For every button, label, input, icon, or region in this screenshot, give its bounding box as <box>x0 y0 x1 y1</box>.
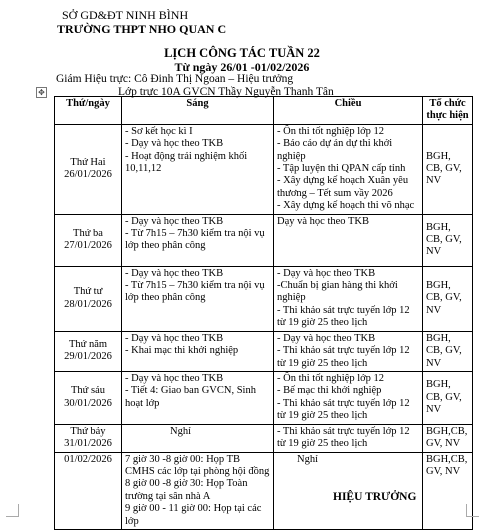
signature-title: HIỆU TRƯỞNG <box>333 491 417 503</box>
table-row <box>55 424 473 452</box>
activity-item: - Xây dựng kế hoạch Xuân yêu thương – Tết sum vầy 2026 <box>277 175 409 199</box>
page-corner-mark <box>6 504 19 517</box>
table-row <box>55 124 473 214</box>
school-name: TRƯỜNG THPT NHO QUAN C <box>57 22 227 36</box>
morning-cell <box>122 331 274 371</box>
date-label: 30/01/2026 <box>64 397 112 409</box>
morning-cell <box>122 424 274 452</box>
table-row <box>55 214 473 266</box>
morning-cell <box>122 266 274 331</box>
organizer-text: BGH, CB, GV, NV <box>426 150 462 187</box>
date-label: 31/01/2026 <box>64 438 112 450</box>
day-cell <box>55 266 122 331</box>
activity-item: - Dạy và học theo TKB <box>277 332 376 344</box>
organizer-cell <box>423 214 473 266</box>
column-header-day: Thứ/ngày <box>55 97 122 125</box>
activity-item: - Từ 7h15 – 7h30 kiểm tra nội vụ lớp theo phân công <box>125 228 265 252</box>
day-cell <box>55 214 122 266</box>
weekday-label: Thứ sáu <box>71 385 105 397</box>
activity-item: - Ôn thi tốt nghiệp lớp 12 <box>277 372 385 384</box>
activity-item: - Thi khảo sát trực tuyến lớp 12 từ 19 giờ 25 theo lịch <box>277 345 410 369</box>
activity-item: - Bế mạc thi khởi nghiệp <box>277 385 382 397</box>
activity-item: 7 giờ 30 -8 giờ 00: Họp TB CMHS các lớp tại phòng hội đồng <box>125 453 270 477</box>
column-header-organizer: Tổ chức thực hiện <box>423 97 473 125</box>
organizer-text: BGH,CB, GV, NV <box>426 453 468 477</box>
organizer-cell <box>423 124 473 214</box>
table-row <box>55 266 473 331</box>
activity-item: 9 giờ 00 - 11 giờ 00: Họp tại các lớp <box>125 503 262 527</box>
afternoon-cell <box>274 214 423 266</box>
organizer-text: BGH, CB, GV, NV <box>426 280 462 316</box>
activity-item: - Thi khảo sát trực tuyến lớp 12 từ 19 giờ 25 theo lịch <box>277 425 410 449</box>
organizer-cell <box>423 452 473 529</box>
activity-item: -Chuẩn bị gian hàng thi khởi nghiệp <box>277 280 398 304</box>
activity-item: - Báo cáo dự án dự thi khởi nghiệp <box>277 138 393 162</box>
activity-item: - Xây dựng kế hoạch thi võ nhạc <box>277 200 415 212</box>
activity-item: Nghỉ <box>170 425 191 437</box>
morning-cell <box>122 371 274 424</box>
activity-item: - Tập luyện thi QPAN cấp tỉnh <box>277 163 406 175</box>
table-header-row <box>55 97 473 125</box>
activity-item: Nghỉ <box>297 453 318 465</box>
activity-item: - Hoạt động trải nghiệm khối 10,11,12 <box>125 150 248 175</box>
activity-item: - Dạy và học theo TKB <box>125 267 224 279</box>
department-name: SỞ GD&ĐT NINH BÌNH <box>62 8 189 22</box>
activity-item: - Khai mạc thi khởi nghiệp <box>125 345 239 357</box>
organizer-text: BGH,CB, GV, NV <box>426 425 468 449</box>
activity-item: - Dạy và học theo TKB <box>125 138 224 150</box>
activity-item: - Thi khảo sát trực tuyến lớp 12 từ 19 giờ 25 theo lịch <box>277 304 410 329</box>
activity-item: - Ôn thi tốt nghiệp lớp 12 <box>277 125 385 137</box>
day-cell <box>55 331 122 371</box>
weekday-label: Thứ bảy <box>70 425 106 437</box>
day-cell <box>55 124 122 214</box>
move-handle-icon[interactable]: ✥ <box>36 87 47 98</box>
day-cell <box>55 371 122 424</box>
organizer-cell <box>423 331 473 371</box>
morning-cell <box>122 124 274 214</box>
date-label: 27/01/2026 <box>64 240 112 252</box>
organizer-cell <box>423 371 473 424</box>
afternoon-cell <box>274 331 423 371</box>
activity-item: Dạy và học theo TKB <box>277 215 369 227</box>
activity-item: - Dạy và học theo TKB <box>125 372 224 384</box>
activity-item: - Thi khảo sát trực tuyến lớp 12 từ 19 giờ 25 theo lịch <box>277 397 410 422</box>
afternoon-cell <box>274 266 423 331</box>
table-row <box>55 371 473 424</box>
date-label: 28/01/2026 <box>64 298 112 310</box>
document-date-range: Từ ngày 26/01 -01/02/2026 <box>174 60 310 74</box>
principal-on-duty: Giám Hiệu trực: Cô Đinh Thị Ngoan – Hiệu trưởng <box>56 73 294 85</box>
organizer-text: BGH, CB, GV, NV <box>426 379 462 415</box>
organizer-text: BGH, CB, GV, NV <box>426 221 462 258</box>
activity-item: - Từ 7h15 – 7h30 kiểm tra nội vụ lớp theo phân công <box>125 280 265 304</box>
table-row <box>55 331 473 371</box>
activity-item: 8 giờ 00 -8 giờ 30: Họp Toàn trường tại sân nhà A <box>125 478 248 502</box>
schedule-body <box>55 124 473 529</box>
date-label: 29/01/2026 <box>64 351 112 363</box>
afternoon-cell <box>274 424 423 452</box>
page-corner-mark <box>466 504 479 517</box>
activity-item: - Sơ kết học kì I <box>125 125 193 137</box>
column-header-morning: Sáng <box>122 97 274 125</box>
activity-item: - Tiết 4: Giao ban GVCN, Sinh hoạt lớp <box>125 385 256 409</box>
activity-item: - Dạy và học theo TKB <box>125 332 224 344</box>
activity-item: - Dạy và học theo TKB <box>277 267 376 279</box>
activity-item: - Dạy và học theo TKB <box>125 215 224 227</box>
day-cell <box>55 452 122 529</box>
date-label: 01/02/2026 <box>64 453 112 465</box>
morning-cell <box>122 452 274 529</box>
document-title: LỊCH CÔNG TÁC TUẦN 22 <box>164 46 320 60</box>
morning-cell <box>122 214 274 266</box>
column-header-afternoon: Chiều <box>274 97 423 125</box>
afternoon-cell <box>274 371 423 424</box>
day-cell <box>55 424 122 452</box>
weekday-label: Thứ năm <box>68 338 108 350</box>
weekday-label: Thứ tư <box>73 286 103 298</box>
organizer-cell <box>423 266 473 331</box>
date-label: 26/01/2026 <box>64 169 112 181</box>
afternoon-cell <box>274 124 423 214</box>
weekday-label: Thứ ba <box>73 227 103 239</box>
organizer-text: BGH, CB, GV, NV <box>426 332 462 369</box>
schedule-table <box>54 96 473 530</box>
class-on-duty: Lớp trực 10A GVCN Thầy Nguyễn Thanh Tân <box>118 86 334 98</box>
weekday-label: Thứ Hai <box>70 156 106 168</box>
organizer-cell <box>423 424 473 452</box>
